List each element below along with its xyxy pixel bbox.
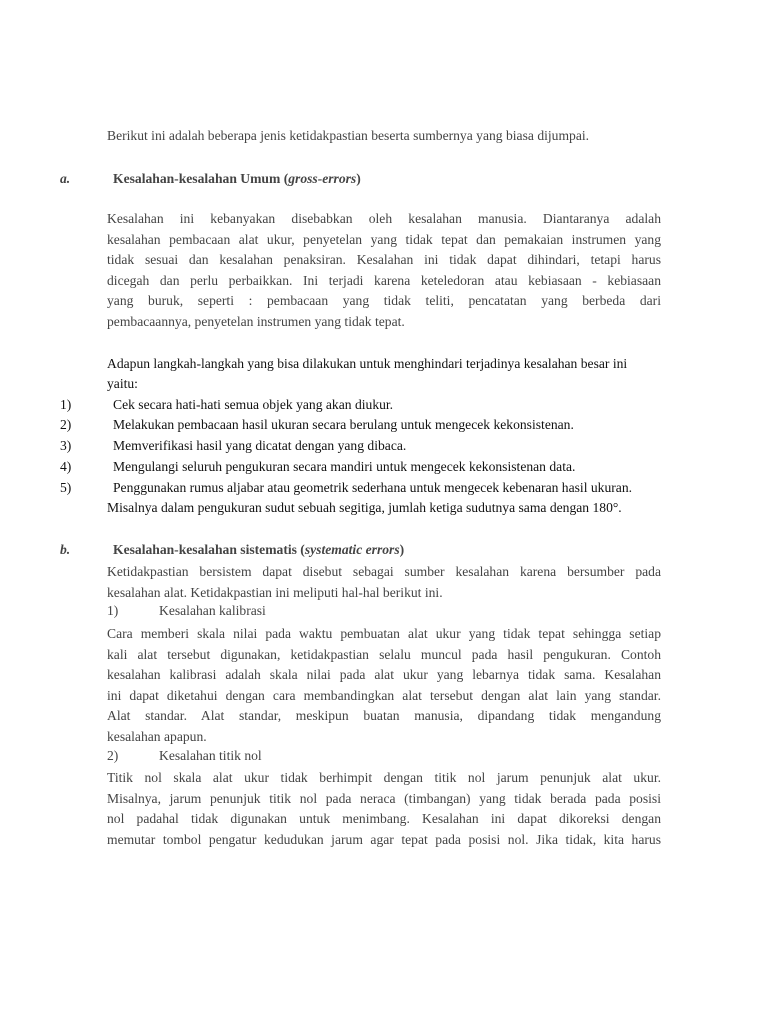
step-number: 5): [60, 480, 72, 495]
sub1-title: Kesalahan kalibrasi: [159, 603, 266, 618]
step-text: Mengulangi seluruh pengukuran secara mandiri untuk mengecek kekonsistenan data.: [113, 459, 576, 474]
paragraph-line: Titik nol skala alat ukur tidak berhimpit dengan titik nol jarum penunjuk alat ukur.: [107, 770, 661, 785]
section-b-title-italic: systematic errors: [304, 542, 400, 557]
section-b-intro: [107, 562, 661, 603]
section-a-title: [113, 171, 361, 187]
paragraph-line: nol padahal tidak digunakan untuk menimbang. Kesalahan ini dapat dikoreksi dengan: [107, 811, 661, 827]
paragraph-line: Cara memberi skala nilai pada waktu pembuatan alat ukur yang tidak tepat sehingga setiap: [107, 626, 661, 641]
step-text: Memverifikasi hasil yang dicatat dengan yang dibaca.: [113, 438, 407, 453]
paragraph-line: Ketidakpastian bersistem dapat disebut sebagai sumber kesalahan karena bersumber pada: [107, 564, 661, 579]
step-number: 3): [60, 438, 72, 453]
section-a-title-italic: gross-errors: [288, 171, 357, 186]
paragraph-line: Kesalahan ini kebanyakan disebabkan oleh kesalahan manusia. Diantaranya adalah: [107, 211, 661, 226]
section-b-marker: b.: [60, 542, 71, 557]
section-a-paragraph: [107, 209, 661, 333]
paragraph-line: dicegah dan perlu perbaikkan. Ini terjadi karena keteledoran atau kebiasaan - kebiasaan: [107, 272, 661, 288]
sub1-number: 1): [107, 603, 119, 618]
section-b-title-end: ): [399, 542, 405, 557]
paragraph-line: tidak sesuai dan kesalahan penaksiran. Kesalahan ini tidak dapat dihindari, tetapi harus: [107, 252, 661, 268]
step-number: 1): [60, 397, 72, 412]
paragraph-line: pembacaannya, penyetelan instrumen yang tidak tepat.: [107, 313, 405, 329]
section-a-title-end: ): [356, 171, 361, 186]
paragraph-line: kali alat tersebut digunakan, ketidakpastian selalu muncul pada hasil pengukuran. Contoh: [107, 646, 661, 662]
paragraph-line: kesalahan kalibrasi adalah skala nilai pada alat ukur yang lebarnya tidak sama. Kesalahan: [107, 667, 661, 683]
steps-intro-line: yaitu:: [107, 376, 138, 391]
paragraph-line: kesalahan alat. Ketidakpastian ini meliputi hal-hal berikut ini.: [107, 584, 443, 600]
paragraph-line: memutar tombol pengatur kedudukan jarum agar tepat pada posisi nol. Jika tidak, kita harus: [107, 831, 661, 847]
step-text: Melakukan pembacaan hasil ukuran secara berulang untuk mengecek kekonsistenan.: [113, 417, 574, 432]
paragraph-line: Misalnya, jarum penunjuk titik nol pada neraca (timbangan) yang tidak berada pada posisi: [107, 790, 661, 806]
step-text: Cek secara hati-hati semua objek yang akan diukur.: [113, 397, 394, 412]
step-5-continuation: Misalnya dalam pengukuran sudut sebuah segitiga, jumlah ketiga sudutnya sama dengan 180°.: [107, 500, 622, 515]
steps-intro-line: Adapun langkah-langkah yang bisa dilakukan untuk menghindari terjadinya kesalahan besar ini: [107, 356, 628, 371]
section-a-marker: a.: [60, 171, 71, 186]
step-number: 4): [60, 459, 72, 474]
section-a-title-main: Kesalahan-kesalahan Umum (: [113, 171, 289, 186]
sub2-number: 2): [107, 748, 119, 763]
paragraph-line: yang buruk, seperti : pembacaan yang tidak teliti, pencatatan yang berbeda dari: [107, 293, 661, 309]
sub1-paragraph: [107, 624, 661, 748]
sub2-title: Kesalahan titik nol: [159, 748, 262, 763]
paragraph-line: Alat standar. Alat standar, meskipun buatan manusia, dipandang tidak mengandung: [107, 708, 661, 724]
paragraph-line: kesalahan pembacaan alat ukur, penyetelan yang tidak tepat dan pemakaian instrumen yang: [107, 231, 661, 247]
step-number: 2): [60, 417, 72, 432]
section-b-title: [113, 542, 404, 558]
paragraph-line: kesalahan apapun.: [107, 728, 207, 744]
sub2-paragraph: [107, 768, 661, 850]
intro-text: Berikut ini adalah beberapa jenis ketidakpastian beserta sumbernya yang biasa dijumpai.: [107, 128, 590, 143]
section-b-title-main: Kesalahan-kesalahan sistematis (: [113, 542, 305, 557]
step-text: Penggunakan rumus aljabar atau geometrik sederhana untuk mengecek kebenaran hasil ukuran.: [113, 480, 633, 495]
paragraph-line: ini dapat diketahui dengan cara membandingkan alat tersebut dengan alat lain yang standar.: [107, 687, 661, 703]
